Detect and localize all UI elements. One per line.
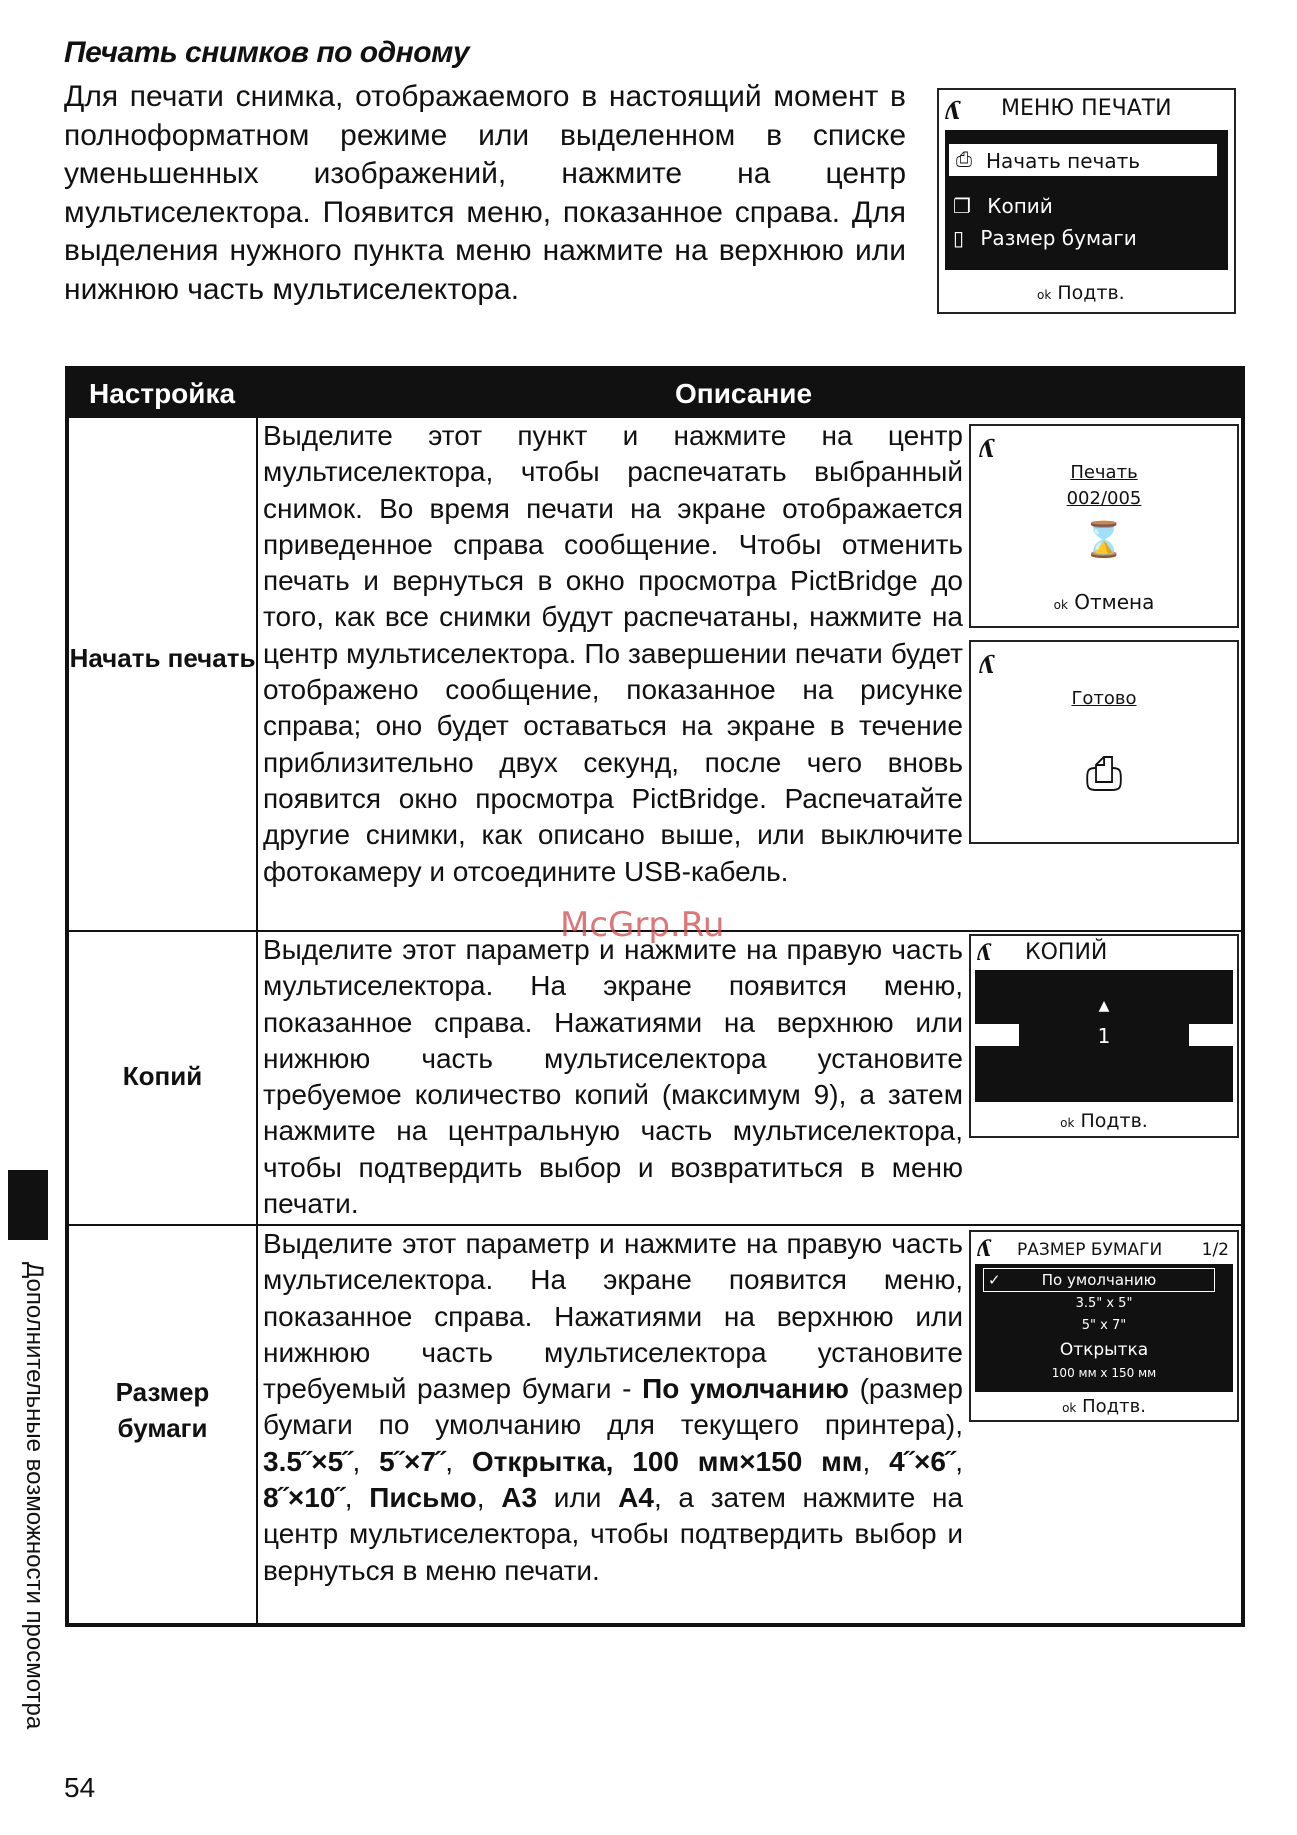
paper-option[interactable]: Открытка [1059, 1340, 1149, 1360]
bold-term: По умолчанию [642, 1373, 849, 1405]
intro-paragraph: Для печати снимка, отображаемого в настоящий момент в полноформатном режиме или выделенном в списке уменьшенных изображений, нажмите на центр мультиселектора. Появится меню, показанное справа. Для выделения нужного пункта меню нажмите на верхнюю или нижнюю часть мультиселектора. [64, 80, 906, 306]
section-tab-marker [8, 1170, 48, 1240]
text-segment: , [344, 1482, 370, 1514]
text-segment: Выделите этот параметр и нажмите на правую часть мультиселектора. На экране появится меню, показанное справа. Нажатиями на верхнюю или нижнюю часть мультиселектора установите требуемый размер бумаги - [263, 1228, 963, 1405]
pictbridge-icon: ʎ [977, 1236, 991, 1262]
paper-size-page: 1/2 [1201, 1240, 1229, 1260]
copies-screen [969, 934, 1239, 1138]
header-description: Описание [675, 378, 813, 409]
header-setting: Настройка [89, 378, 236, 409]
ok-icon: ok [1037, 288, 1052, 302]
text-segment: , [862, 1445, 890, 1477]
text-segment: , [352, 1445, 380, 1477]
pictbridge-icon: ʎ [977, 940, 991, 966]
setting-copies: Копий [122, 1061, 203, 1091]
pictbridge-icon: ʎ [945, 96, 961, 125]
pictbridge-icon: ʎ [979, 650, 995, 679]
text-segment: , [955, 1445, 964, 1477]
text-segment: , а затем нажмите на центр мультиселектора, чтобы подтвердить выбор и вернуться в меню печати. [263, 1482, 964, 1586]
hourglass-icon: ⌛ [1082, 520, 1126, 560]
paper-size-list [975, 1264, 1233, 1392]
print-menu-item-copies[interactable]: ❐ Копий [953, 194, 1053, 218]
printing-screen [969, 424, 1239, 628]
printing-counter: 002/005 [1066, 488, 1142, 509]
copies-title: КОПИЙ [1025, 940, 1108, 965]
paper-option[interactable]: 100 мм x 150 мм [1051, 1366, 1157, 1380]
description-paper-size [263, 1226, 963, 1589]
table-header [69, 370, 1241, 418]
check-icon: ✓ [988, 1271, 1001, 1289]
settings-table [65, 366, 1245, 1627]
text-segment: или [537, 1482, 619, 1514]
printer-icon: ⎙ [1085, 746, 1123, 800]
text-segment: (размер бумаги по умолчанию для текущего принтера), [263, 1373, 963, 1441]
section-title: Печать снимков по одному [64, 36, 469, 69]
printer-icon: ⎙ [956, 147, 972, 171]
print-menu-item-paper-size[interactable]: ▯ Размер бумаги [953, 226, 1137, 250]
description-start-print: Выделите этот пункт и нажмите на центр мультиселектора, чтобы распечатать выбранный снимок. Во время печати на экране отображается приведенное справа сообщение. Чтобы отменить печать и вернуться в окно просмотра PictBridge до того, как все снимки будут распечатаны, нажмите на центр мультиселектора. По завершении печати будет отображено сообщение, показанное на рисунке справа; оно будет оставаться на экране в течение приблизительно двух секунд, после чего вновь появится окно просмотра PictBridge. Распечатайте другие снимки, как описано выше, или выключите фотокамеру и отсоедините USB-кабель. [263, 420, 963, 887]
column-divider [256, 418, 258, 1623]
bold-term: Письмо [369, 1482, 477, 1514]
copies-icon: ❐ [953, 194, 971, 218]
copies-footer: ok Подтв. [1060, 1110, 1148, 1132]
section-side-label: Дополнительные возможности просмотра [21, 1262, 48, 1730]
print-menu-item-start[interactable]: ⎙ Начать печать [949, 144, 1217, 176]
paper-option-default[interactable]: ✓ По умолчанию [983, 1268, 1215, 1292]
bold-term: 5˝×7˝ [379, 1445, 446, 1477]
paper-option[interactable]: 3.5" x 5" [1075, 1296, 1133, 1311]
text-segment: , [476, 1482, 502, 1514]
paper-size-title: РАЗМЕР БУМАГИ [1017, 1240, 1163, 1260]
arrow-up-icon[interactable]: ▲ [1098, 998, 1110, 1014]
paper-size-screen [969, 1230, 1239, 1422]
ok-icon: ok [1053, 598, 1068, 612]
paper-option[interactable]: 5" x 7" [1081, 1318, 1127, 1333]
pictbridge-icon: ʎ [979, 434, 995, 463]
setting-start-print: Начать печать [69, 643, 256, 673]
paper-icon: ▯ [953, 226, 965, 250]
copies-panel [975, 970, 1233, 1102]
print-menu-footer: ok Подтв. [1037, 282, 1125, 304]
printing-label: Печать [1070, 462, 1138, 483]
ok-icon: ok [1062, 1401, 1077, 1415]
print-menu-screen [937, 88, 1236, 314]
description-copies: Выделите этот параметр и нажмите на правую часть мультиселектора. На экране появится меню, показанное справа. Нажатиями на верхнюю или нижнюю часть мультиселектора установите требуемое количество копий (максимум 9), а затем нажмите на центральную часть мультиселектора, чтобы подтвердить выбор и возвратиться в меню печати. [263, 934, 963, 1220]
bold-term: 3.5˝×5˝ [263, 1445, 353, 1477]
print-menu-title: МЕНЮ ПЕЧАТИ [1001, 96, 1172, 121]
bold-term: A4 [618, 1482, 654, 1514]
copies-value[interactable]: 1 [1097, 1024, 1111, 1048]
paper-size-footer: ok Подтв. [1062, 1396, 1146, 1417]
done-label: Готово [1071, 688, 1137, 709]
ok-icon: ok [1060, 1116, 1075, 1130]
setting-paper-size: Размер бумаги [115, 1377, 210, 1443]
print-menu-list [945, 130, 1228, 270]
text-segment: , [445, 1445, 472, 1477]
bold-term: A3 [501, 1482, 538, 1514]
bold-term: 8˝×10˝ [263, 1482, 345, 1514]
page-number: 54 [64, 1772, 96, 1803]
bold-term: 4˝×6˝ [889, 1445, 956, 1477]
watermark: McGrp.Ru [560, 905, 725, 945]
printing-footer: ok Отмена [1053, 590, 1155, 614]
bold-term: Открытка, 100 мм×150 мм [471, 1445, 863, 1477]
done-screen [969, 640, 1239, 844]
